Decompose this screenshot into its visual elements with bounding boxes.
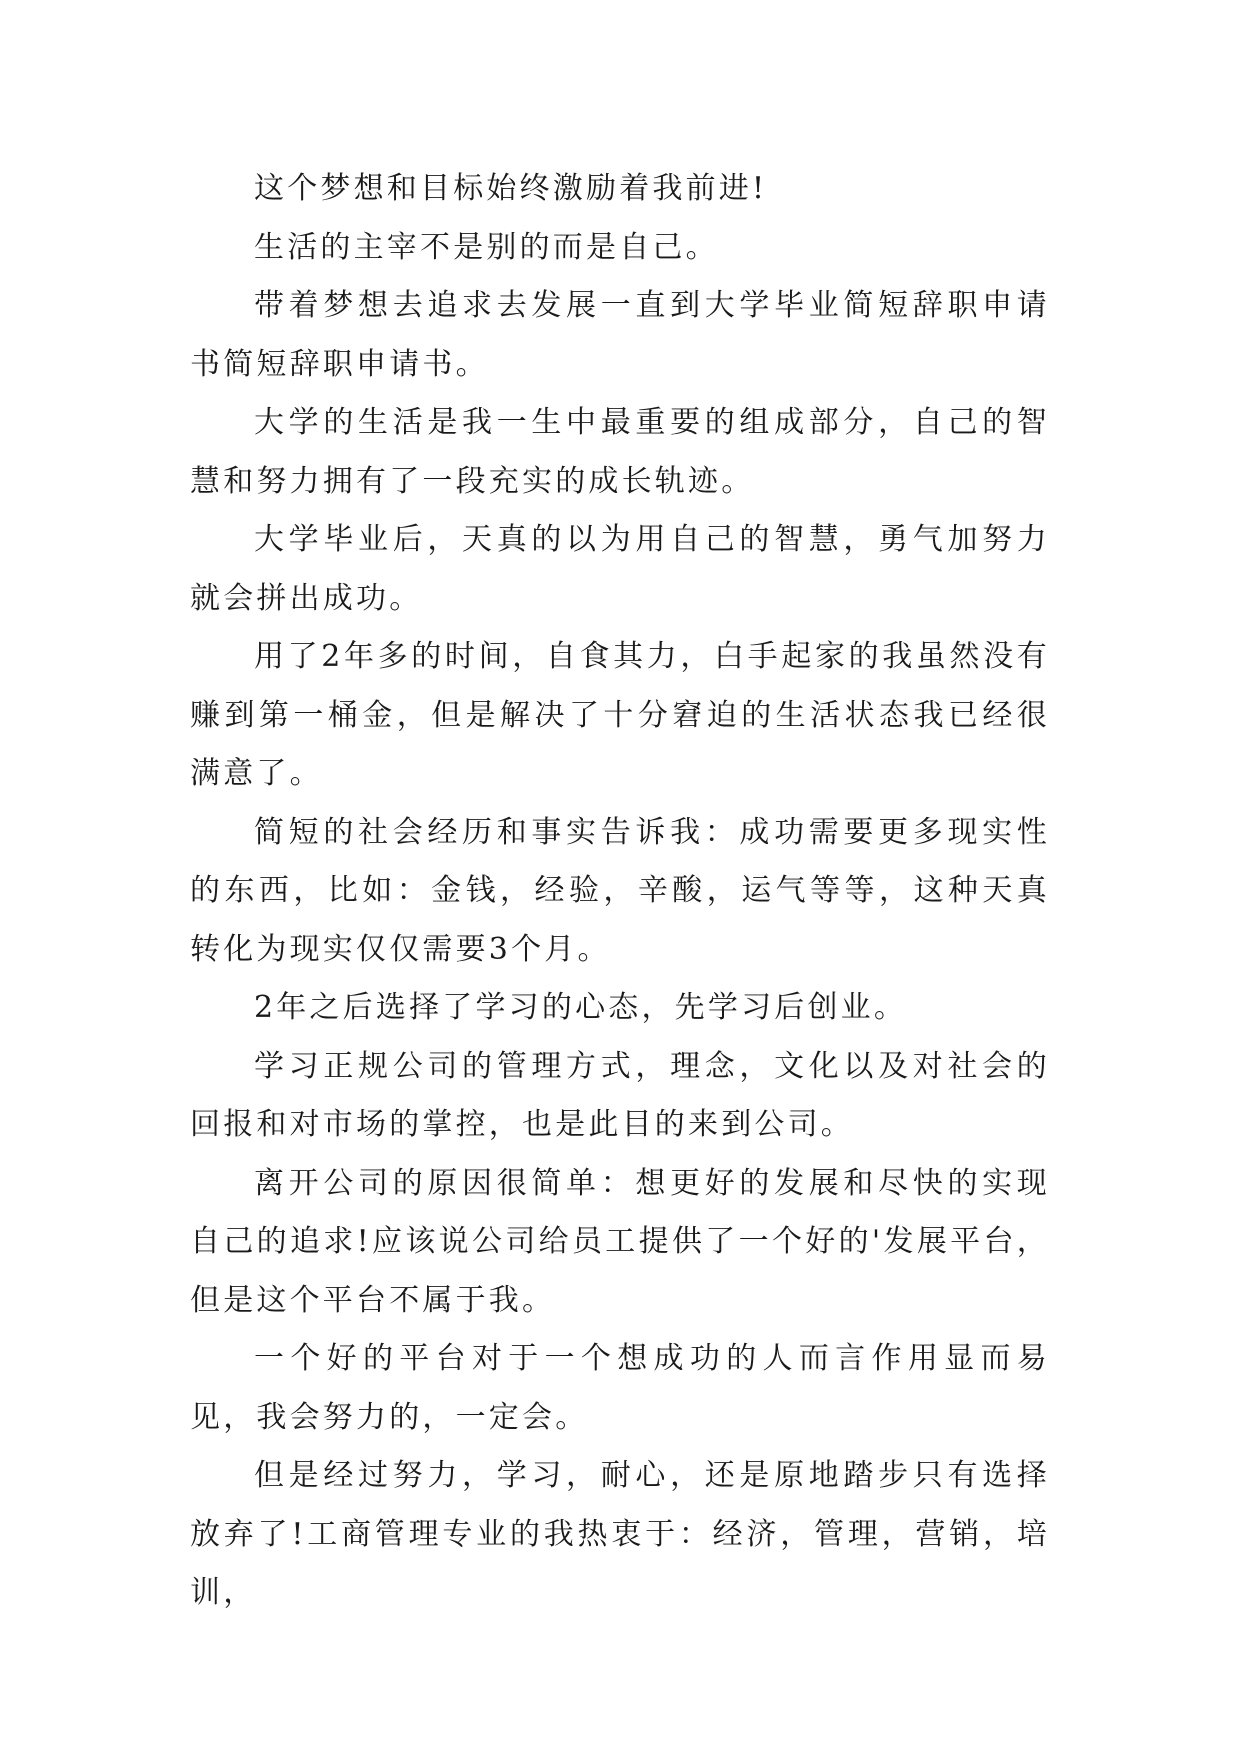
paragraph: 一个好的平台对于一个想成功的人而言作用显而易见，我会努力的，一定会。: [190, 1341, 1050, 1435]
paragraph: 用了2年多的时间，自食其力，白手起家的我虽然没有赚到第一桶金，但是解决了十分窘迫的生活状态我已经很满意了。: [190, 639, 1050, 791]
paragraph: 学习正规公司的管理方式，理念，文化以及对社会的回报和对市场的掌控，也是此目的来到公司。: [190, 1048, 1050, 1142]
paragraph: 大学的生活是我一生中最重要的组成部分，自己的智慧和努力拥有了一段充实的成长轨迹。: [190, 405, 1050, 499]
paragraph: 2年之后选择了学习的心态，先学习后创业。: [254, 990, 908, 1025]
paragraph: 带着梦想去追求去发展一直到大学毕业简短辞职申请书简短辞职申请书。: [190, 288, 1050, 382]
paragraph: 生活的主宰不是别的而是自己。: [254, 229, 719, 265]
paragraph: 简短的社会经历和事实告诉我：成功需要更多现实性的东西，比如：金钱，经验，辛酸，运气等等，这种天真转化为现实仅仅需要3个月。: [190, 814, 1050, 967]
paragraph: 这个梦想和目标始终激励着我前进!: [254, 171, 768, 206]
document-body: [190, 160, 1050, 1623]
paragraph: 离开公司的原因很简单：想更好的发展和尽快的实现自己的追求!应该说公司给员工提供了一个好的'发展平台，但是这个平台不属于我。: [190, 1165, 1050, 1318]
paragraph: 大学毕业后，天真的以为用自己的智慧，勇气加努力就会拼出成功。: [190, 522, 1050, 616]
paragraph: 但是经过努力，学习，耐心，还是原地踏步只有选择放弃了!工商管理专业的我热衷于：经济，管理，营销，培训，: [190, 1458, 1050, 1610]
